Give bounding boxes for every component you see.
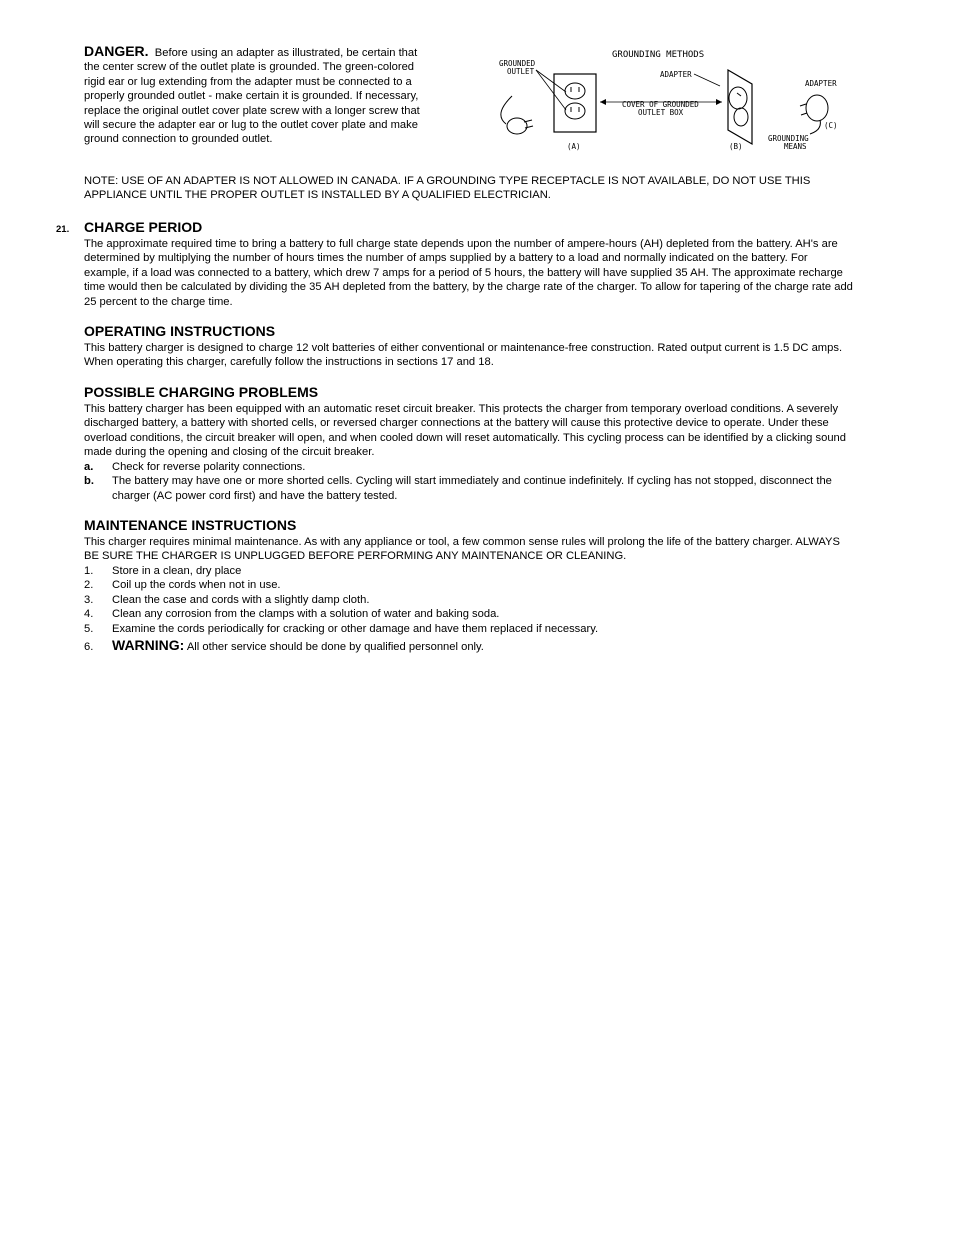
- problems-text: This battery charger has been equipped with an automatic reset circuit breaker. This protects the charger from temporary overload conditions. A severely discharged battery, a battery with shorted cells, or reversed charger connections at the battery will cause this protective device to operate. Under these overload conditions, the circuit breaker will open, and when cooled down will reset automatically. This cycling process can be identified by a clicking sound made during the opening and closing of the circuit breaker.: [84, 403, 846, 459]
- list-item: 3. Clean the case and cords with a slightly damp cloth.: [84, 593, 370, 606]
- label-grounding-means-2: MEANS: [784, 142, 807, 151]
- grounding-methods-figure: [490, 44, 870, 159]
- list-item: 4. Clean any corrosion from the clamps with a solution of water and baking soda.: [84, 608, 500, 621]
- label-b: (B): [729, 142, 743, 151]
- danger-paragraph: [84, 44, 429, 147]
- label-grounded-outlet-2: OUTLET: [507, 67, 535, 76]
- figure-title: GROUNDING METHODS: [612, 50, 705, 60]
- canada-note: NOTE: USE OF AN ADAPTER IS NOT ALLOWED IN CANADA. IF A GROUNDING TYPE RECEPTACLE IS NOT AVAILABLE, DO NOT USE THIS APPLIANCE UNTIL THE PROPER OUTLET IS INSTALLED BY A QUALIFIED ELECTRICIAN.: [84, 175, 811, 202]
- problems-list: [84, 460, 854, 503]
- operating-text: This battery charger is designed to charge 12 volt batteries of either conventional or maintenance-free construction. Rated output current is 1.5 DC amps. When operating this charger, carefully follow the instructions in sections 17 and 18.: [84, 342, 843, 369]
- list-item: 5. Examine the cords periodically for cracking or other damage and have them replaced if necessary.: [84, 622, 599, 635]
- danger-text: Before using an adapter as illustrated, be certain that the center screw of the outlet plate is grounded. The green-colored rigid ear or lug extending from the adapter must be connected to a properly grounded outlet - make certain it is grounded. If necessary, replace the original outlet cover plate screw with a longer screw that will secure the adapter ear or lug to the outlet cover plate and make ground connection to grounded outlet.: [84, 47, 420, 146]
- charge-period-heading: CHARGE PERIOD: [84, 219, 203, 235]
- three-prong-plug-icon: [501, 96, 533, 134]
- maintenance-list: [84, 564, 854, 654]
- warning-label: WARNING:: [112, 637, 185, 654]
- warning-text: All other service should be done by qualified personnel only.: [186, 641, 484, 654]
- problems-heading: POSSIBLE CHARGING PROBLEMS: [84, 384, 319, 400]
- list-item: 2. Coil up the cords when not in use.: [84, 579, 281, 592]
- adapter-icon: [729, 87, 748, 126]
- label-c: (C): [824, 121, 838, 130]
- charge-period-text: The approximate required time to bring a battery to full charge state depends upon the number of ampere-hours (AH) depleted from the battery. AH's are determined by multiplying the number of hours times the number of amps supplied by a battery to a load and normally indicated on the battery. For example, if a load was connected to a battery, which drew 7 amps for a period of 5 hours, the battery will have supplied 35 AH. The approximate recharge time would then be calculated by dividing the 35 AH depleted from the battery, by the charge rate of the charger. To allow for tapering of the charge rate add 25 percent to the charge time.: [84, 238, 853, 308]
- maintenance-text: This charger requires minimal maintenance. As with any appliance or tool, a few common sense rules will prolong the life of the battery charger. ALWAYS BE SURE THE CHARGER IS UNPLUGGED BEFORE PERFORMING ANY MAINTENANCE OR CLEANING.: [84, 536, 840, 563]
- label-adapter-c: ADAPTER: [805, 79, 837, 88]
- label-cover-1: COVER OF GROUNDED: [622, 100, 699, 109]
- label-adapter-b: ADAPTER: [660, 70, 692, 79]
- label-cover-2: OUTLET BOX: [638, 108, 684, 117]
- label-grounding-means-1: GROUNDING: [768, 134, 809, 143]
- outlet-box-icon: [728, 70, 752, 144]
- danger-label: DANGER.: [84, 43, 149, 59]
- list-item: b. The battery may have one or more shorted cells. Cycling will start immediately and continue indefinitely. If cycling has not stopped, disconnect the charger (AC power cord first) and have the battery tested.: [84, 475, 832, 502]
- label-grounded-outlet-1: GROUNDED: [499, 59, 536, 68]
- operating-heading: OPERATING INSTRUCTIONS: [84, 323, 276, 339]
- list-item: 1. Store in a clean, dry place: [84, 565, 242, 577]
- maintenance-heading: MAINTENANCE INSTRUCTIONS: [84, 517, 297, 533]
- section-number: 21.: [56, 224, 70, 235]
- warning-item: 6. WARNING: All other service should be done by qualified personnel only.: [84, 637, 484, 654]
- list-item: a. Check for reverse polarity connections.: [84, 461, 306, 473]
- label-a: (A): [567, 142, 581, 151]
- outlet-receptacle-icon: [565, 83, 585, 119]
